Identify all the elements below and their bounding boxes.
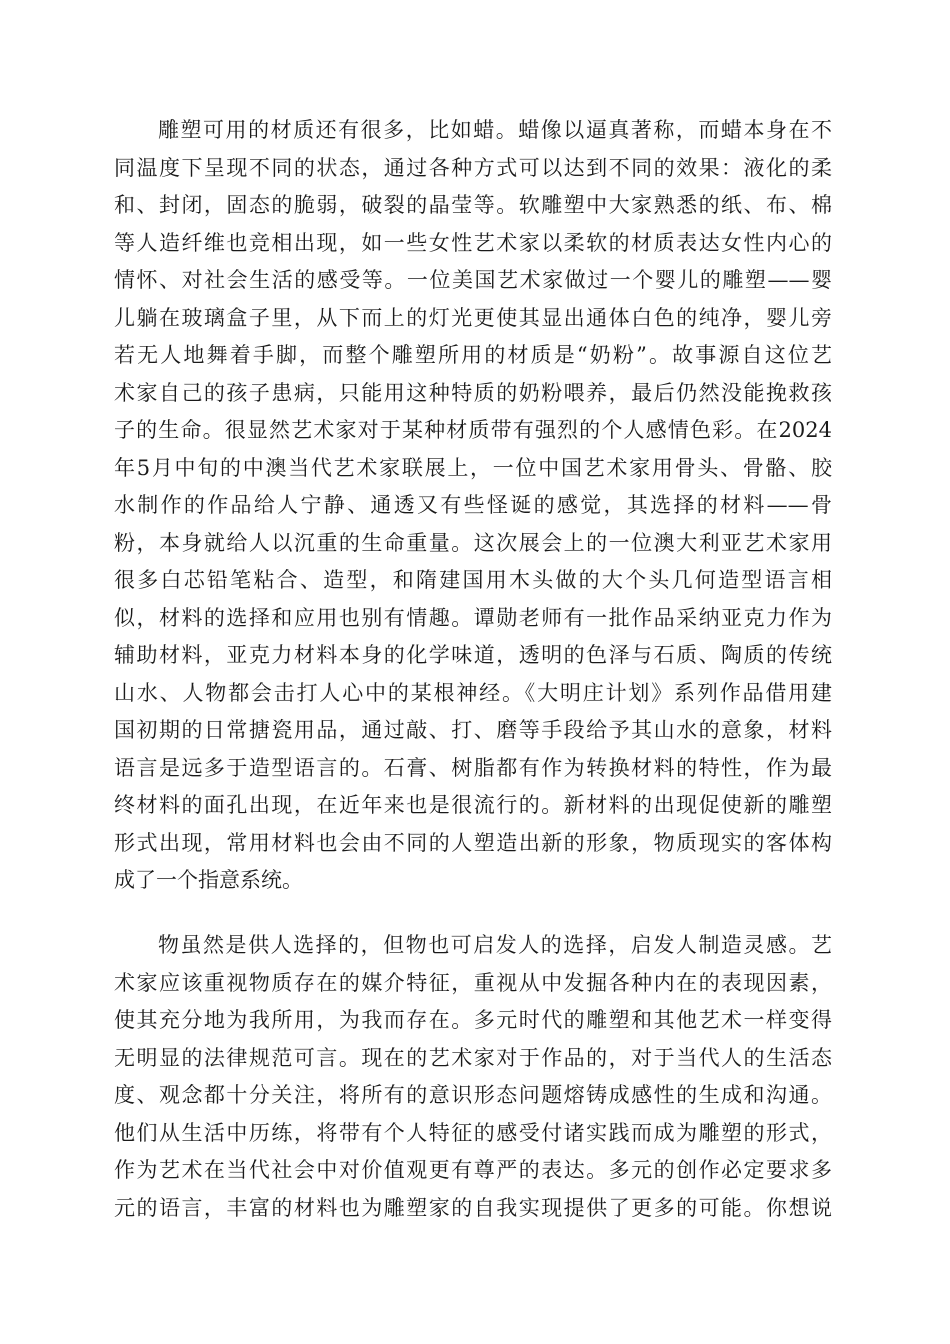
- text-line: 似，材料的选择和应用也别有情趣。谭勋老师有一批作品采纳亚克力作为: [114, 605, 832, 630]
- text-line: 无明显的法律规范可言。现在的艺术家对于作品的，对于当代人的生活态: [114, 1045, 832, 1070]
- text-line: 术家应该重视物质存在的媒介特征，重视从中发掘各种内在的表现因素，: [114, 970, 832, 995]
- text-line: 儿躺在玻璃盒子里，从下而上的灯光更使其显出通体白色的纯净，婴儿旁: [114, 305, 832, 330]
- text-line: 形式出现，常用材料也会由不同的人塑造出新的形象，物质现实的客体构: [114, 830, 832, 855]
- text-line: 度、观念都十分关注，将所有的意识形态问题熔铸成感性的生成和沟通。: [114, 1083, 832, 1107]
- text-line: 子的生命。很显然艺术家对于某种材质带有强烈的个人感情色彩。在2024: [114, 418, 832, 442]
- text-line: 同温度下呈现不同的状态，通过各种方式可以达到不同的效果：液化的柔: [114, 155, 832, 180]
- paragraph-materials: [114, 112, 832, 900]
- text-line: 情怀、对社会生活的感受等。一位美国艺术家做过一个婴儿的雕塑——婴: [114, 268, 832, 292]
- text-line: 使其充分地为我所用，为我而存在。多元时代的雕塑和其他艺术一样变得: [114, 1008, 832, 1032]
- text-line: 和、封闭，固态的脆弱，破裂的晶莹等。软雕塑中大家熟悉的纸、布、棉: [114, 193, 832, 217]
- text-line: 物虽然是供人选择的，但物也可启发人的选择，启发人制造灵感。艺: [158, 933, 832, 957]
- text-line: 很多白芯铅笔粘合、造型，和隋建国用木头做的大个头几何造型语言相: [114, 568, 832, 592]
- text-line: 若无人地舞着手脚，而整个雕塑所用的材质是“奶粉”。故事源自这位艺: [114, 343, 832, 367]
- text-line: 成了一个指意系统。: [114, 868, 303, 892]
- text-line: 水制作的作品给人宁静、通透又有些怪诞的感觉，其选择的材料——骨: [114, 493, 832, 517]
- text-line: 粉，本身就给人以沉重的生命重量。这次展会上的一位澳大利亚艺术家用: [114, 530, 832, 555]
- text-line: 元的语言，丰富的材料也为雕塑家的自我实现提供了更多的可能。你想说: [114, 1195, 832, 1220]
- text-line: 山水、人物都会击打人心中的某根神经。《大明庄计划》系列作品借用建: [114, 680, 832, 705]
- text-line: 术家自己的孩子患病，只能用这种特质的奶粉喂养，最后仍然没能挽救孩: [114, 380, 832, 405]
- text-line: 语言是远多于造型语言的。石膏、树脂都有作为转换材料的特性，作为最: [114, 755, 832, 780]
- text-line: 终材料的面孔出现，在近年来也是很流行的。新材料的出现促使新的雕塑: [114, 793, 832, 817]
- text-line: 国初期的日常搪瓷用品，通过敲、打、磨等手段给予其山水的意象，材料: [114, 718, 832, 742]
- text-line: 雕塑可用的材质还有很多，比如蜡。蜡像以逼真著称，而蜡本身在不: [158, 118, 832, 142]
- text-line: 等人造纤维也竞相出现，如一些女性艺术家以柔软的材质表达女性内心的: [114, 230, 832, 255]
- text-line: 作为艺术在当代社会中对价值观更有尊严的表达。多元的创作必定要求多: [114, 1158, 832, 1182]
- text-line: 年5月中旬的中澳当代艺术家联展上，一位中国艺术家用骨头、骨骼、胶: [114, 455, 832, 480]
- text-line: 他们从生活中历练，将带有个人特征的感受付诸实践而成为雕塑的形式，: [114, 1120, 832, 1145]
- text-line: 辅助材料，亚克力材料本身的化学味道，透明的色泽与石质、陶质的传统: [114, 643, 832, 667]
- paragraph-inspiration: [114, 927, 832, 1227]
